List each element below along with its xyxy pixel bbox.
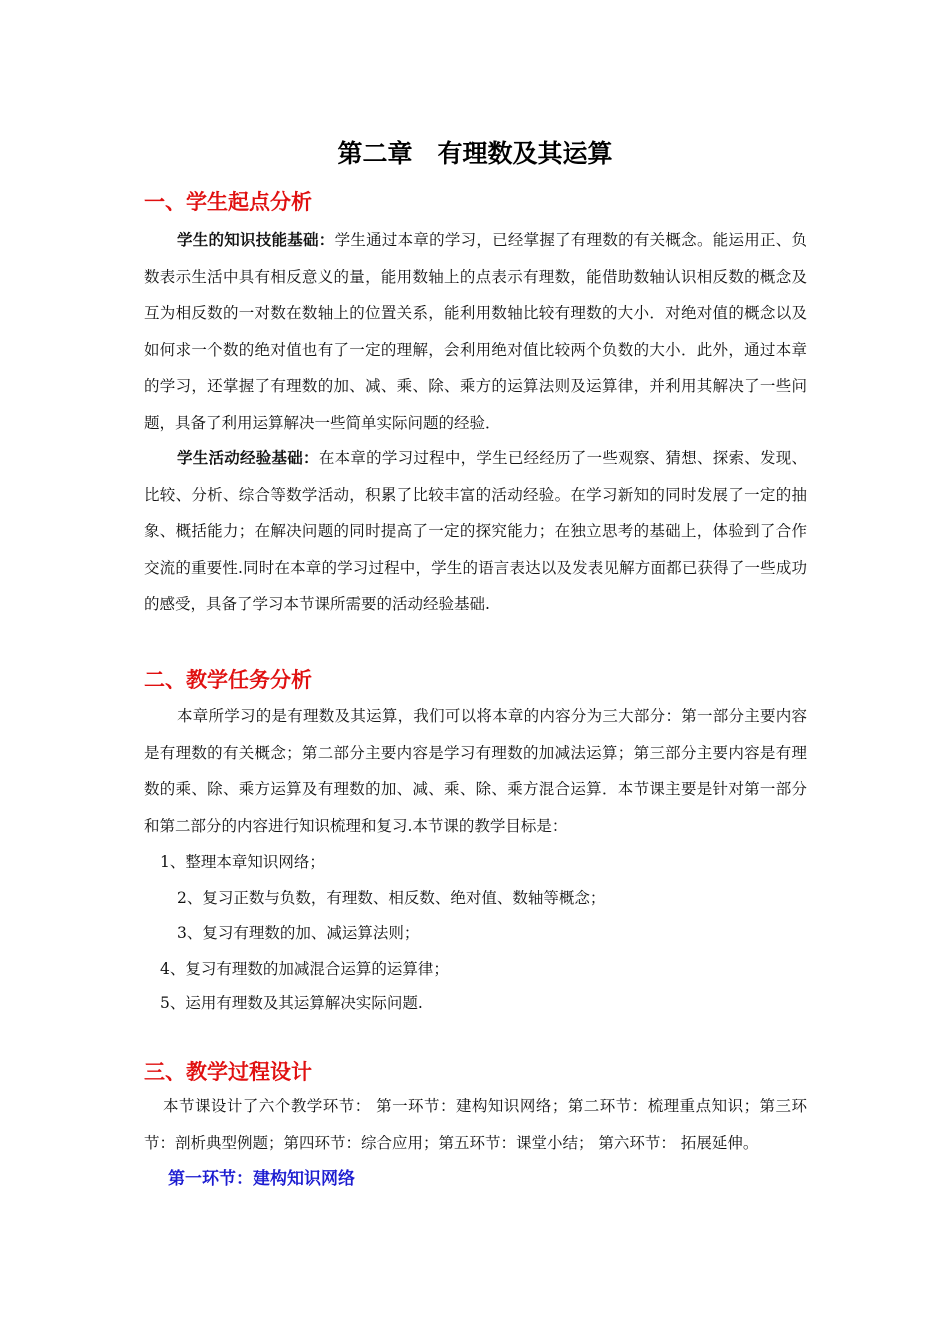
- section-heading-student-analysis: 一、学生起点分析: [144, 190, 312, 214]
- paragraph-label: 学生活动经验基础：: [177, 449, 319, 467]
- list-item: 2、复习正数与负数，有理数、相反数、绝对值、数轴等概念；: [177, 889, 606, 907]
- paragraph-label: 学生的知识技能基础：: [177, 231, 335, 249]
- list-item: 5、运用有理数及其运算解决实际问题.: [160, 994, 423, 1012]
- paragraph-text: 学生通过本章的学习，已经掌握了有理数的有关概念。能运用正、负数表示生活中具有相反意义的量，能用数轴上的点表示有理数，能借助数轴认识相反数的概念及互为相反数的一对数在数轴上的位置关系，能利用数轴比较有理数的大小．对绝对值的概念以及如何求一个数的绝对值也有了一定的理解，会利用绝对值比较两个负数的大小．此外，通过本章的学习，还掌握了有理数的加、减、乘、除、乘方的运算法则及运算律，并利用其解决了一些问题，具备了利用运算解决一些简单实际问题的经验．: [144, 231, 807, 432]
- section-heading-process-design: 三、教学过程设计: [144, 1060, 312, 1084]
- paragraph-process-intro: 本节课设计了六个教学环节： 第一环节：建构知识网络；第二环节：梳理重点知识；第三环节：剖析典型例题；第四环节：综合应用；第五环节：课堂小结； 第六环节： 拓展延伸。: [144, 1097, 807, 1152]
- paragraph-task-intro: 本章所学习的是有理数及其运算，我们可以将本章的内容分为三大部分：第一部分主要内容是有理数的有关概念；第二部分主要内容是学习有理数的加减法运算；第三部分主要内容是有理数的乘、除、乘方运算及有理数的加、减、乘、除、乘方混合运算．本节课主要是针对第一部分和第二部分的内容进行知识梳理和复习.本节课的教学目标是：: [144, 707, 807, 835]
- page-title: 第二章 有理数及其运算: [337, 139, 613, 168]
- list-item: 4、复习有理数的加减混合运算的运算律；: [160, 960, 449, 978]
- subsection-heading-first-stage: 第一环节：建构知识网络: [168, 1169, 355, 1189]
- section-heading-task-analysis: 二、教学任务分析: [144, 668, 312, 692]
- list-item: 3、复习有理数的加、减运算法则；: [177, 924, 420, 942]
- paragraph-knowledge-skills: [144, 222, 807, 441]
- list-item: 1、整理本章知识网络；: [160, 853, 325, 871]
- paragraph-text: 在本章的学习过程中，学生已经经历了一些观察、猜想、探索、发现、比较、分析、综合等数学活动，积累了比较丰富的活动经验。在学习新知的同时发展了一定的抽象、概括能力；在解决问题的同时提高了一定的探究能力；在独立思考的基础上，体验到了合作交流的重要性.同时在本章的学习过程中，学生的语言表达以及发表见解方面都已获得了一些成功的感受，具备了学习本节课所需要的活动经验基础.: [144, 449, 807, 613]
- paragraph-activity-experience: [144, 440, 807, 623]
